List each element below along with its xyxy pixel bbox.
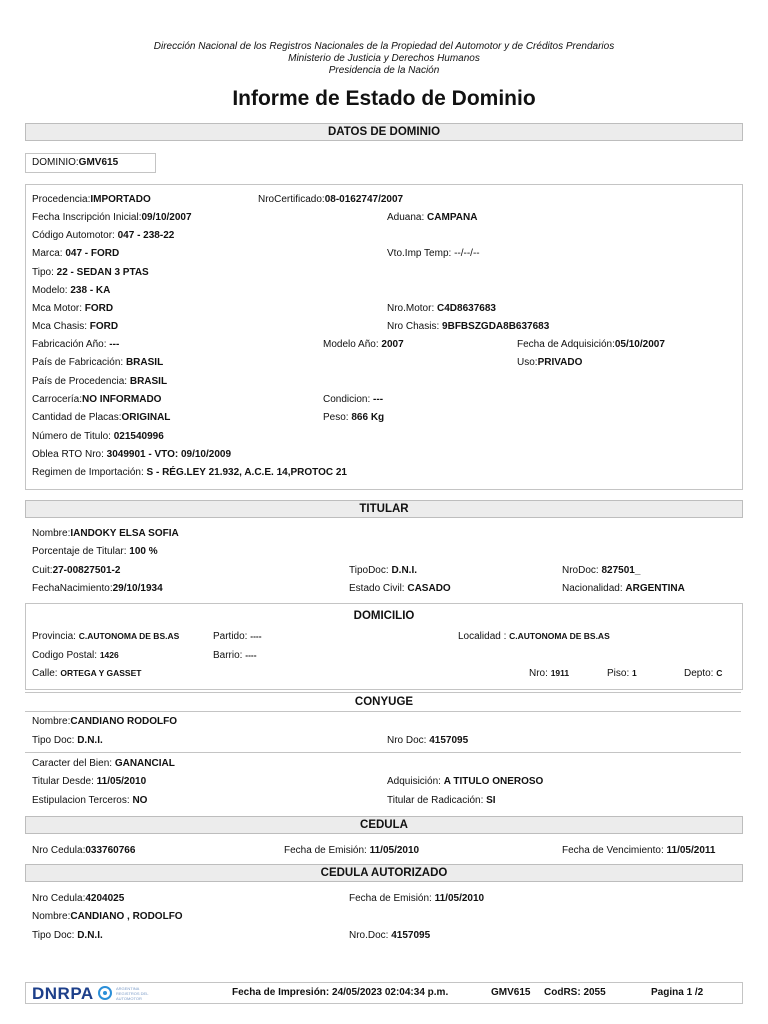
domicilio-partido-field: Partido: ----: [213, 631, 262, 642]
domicilio-localidad-field: Localidad : C.AUTONOMA DE BS.AS: [458, 631, 610, 642]
condicion-field: Condicion: ---: [323, 394, 384, 405]
header-line-1: Dirección Nacional de los Registros Nacionales de la Propiedad del Automotor y de Créditos Prendarios: [153, 41, 615, 52]
header-line-2: Ministerio de Justicia y Derechos Humanos: [288, 53, 480, 64]
titular-tipodoc-field: TipoDoc: D.N.I.: [349, 565, 417, 576]
vto-imp-field: Vto.Imp Temp: --/--/--: [387, 248, 480, 259]
nro-chasis-field: Nro Chasis: 9BFBSZGDA8B637683: [387, 321, 550, 332]
footer-dominio: GMV615: [491, 987, 531, 998]
tipo-field: Tipo: 22 - SEDAN 3 PTAS: [32, 267, 149, 278]
page-number: Pagina 1 /2: [651, 987, 704, 998]
cedula-emision-field: Fecha de Emisión: 11/05/2010: [284, 845, 420, 856]
footer-codrs: CodRS: 2055: [544, 987, 606, 998]
section-titular: TITULAR: [25, 500, 743, 518]
conyuge-divider-bottom: [25, 711, 741, 712]
estipulacion-field: Estipulacion Terceros: NO: [32, 795, 148, 806]
section-conyuge: CONYUGE: [354, 696, 414, 708]
fecha-impresion: Fecha de Impresión: 24/05/2023 02:04:34 p.m.: [232, 987, 449, 998]
fecha-inscripcion-field: Fecha Inscripción Inicial:09/10/2007: [32, 212, 192, 223]
conyuge-divider: [25, 692, 741, 693]
mca-chasis-field: Mca Chasis: FORD: [32, 321, 119, 332]
cedula-aut-nro-doc-field: Nro.Doc: 4157095: [349, 930, 431, 941]
section-cedula-autorizado: CEDULA AUTORIZADO: [25, 864, 743, 882]
uso-field: Uso:PRIVADO: [517, 357, 583, 368]
dominio-field: DOMINIO:GMV615: [32, 157, 119, 168]
domicilio-piso-field: Piso: 1: [607, 668, 637, 679]
domicilio-provincia-field: Provincia: C.AUTONOMA DE BS.AS: [32, 631, 180, 642]
pais-fabricacion-field: País de Fabricación: BRASIL: [32, 357, 164, 368]
dnrpa-logo: DNRPA: [32, 984, 94, 1003]
section-datos-dominio: DATOS DE DOMINIO: [25, 123, 743, 141]
peso-field: Peso: 866 Kg: [323, 412, 385, 423]
modelo-field: Modelo: 238 - KA: [32, 285, 111, 296]
pais-procedencia-field: País de Procedencia: BRASIL: [32, 376, 168, 387]
header-line-3: Presidencia de la Nación: [328, 65, 440, 76]
footer-bar: [25, 982, 743, 1004]
titular-estado-civil-field: Estado Civil: CASADO: [349, 583, 451, 594]
oblea-field: Oblea RTO Nro: 3049901 - VTO: 09/10/2009: [32, 449, 232, 460]
section-cedula: CEDULA: [25, 816, 743, 834]
cedula-aut-tipo-doc-field: Tipo Doc: D.N.I.: [32, 930, 103, 941]
nro-titulo-field: Número de Titulo: 021540996: [32, 431, 164, 442]
regimen-field: Regimen de Importación: S - RÉG.LEY 21.932, A.C.E. 14,PROTOC 21: [32, 467, 347, 478]
cedula-aut-nombre-field: Nombre:CANDIANO , RODOLFO: [32, 911, 183, 922]
domicilio-cp-field: Codigo Postal: 1426: [32, 650, 119, 661]
mca-motor-field: Mca Motor: FORD: [32, 303, 114, 314]
titular-cuit-field: Cuit:27-00827501-2: [32, 565, 121, 576]
nro-certificado-field: NroCertificado:08-0162747/2007: [258, 194, 404, 205]
domicilio-calle-field: Calle: ORTEGA Y GASSET: [32, 668, 142, 679]
cedula-nro-field: Nro Cedula:033760766: [32, 845, 136, 856]
dnrpa-emblem-icon: [98, 986, 112, 1000]
cedula-vencimiento-field: Fecha de Vencimiento: 11/05/2011: [562, 845, 716, 856]
cedula-aut-emision-field: Fecha de Emisión: 11/05/2010: [349, 893, 485, 904]
nro-motor-field: Nro.Motor: C4D8637683: [387, 303, 496, 314]
placas-field: Cantidad de Placas:ORIGINAL: [32, 412, 171, 423]
domicilio-depto-field: Depto: C: [684, 668, 723, 679]
titular-nombre-field: Nombre:IANDOKY ELSA SOFIA: [32, 528, 179, 539]
marca-field: Marca: 047 - FORD: [32, 248, 120, 259]
adquisicion-field: Adquisición: A TITULO ONEROSO: [387, 776, 544, 787]
fabricacion-anio-field: Fabricación Año: ---: [32, 339, 120, 350]
bien-divider: [25, 752, 741, 753]
titular-porcentaje-field: Porcentaje de Titular: 100 %: [32, 546, 158, 557]
domicilio-barrio-field: Barrio: ----: [213, 650, 257, 661]
cedula-aut-nro-field: Nro Cedula:4204025: [32, 893, 125, 904]
titular-fecha-nac-field: FechaNacimiento:29/10/1934: [32, 583, 163, 594]
carroceria-field: Carrocería:NO INFORMADO: [32, 394, 162, 405]
titular-nacionalidad-field: Nacionalidad: ARGENTINA: [562, 583, 685, 594]
domicilio-nro-field: Nro: 1911: [529, 668, 570, 679]
codigo-automotor-field: Código Automotor: 047 - 238-22: [32, 230, 175, 241]
dnrpa-logo-subtitle: ARGENTINA REGISTROS DEL AUTOMOTOR: [116, 986, 149, 1001]
conyuge-nombre-field: Nombre:CANDIANO RODOLFO: [32, 716, 178, 727]
procedencia-field: Procedencia:IMPORTADO: [32, 194, 151, 205]
radicacion-field: Titular de Radicación: SI: [387, 795, 496, 806]
modelo-anio-field: Modelo Año: 2007: [323, 339, 404, 350]
fecha-adquisicion-field: Fecha de Adquisición:05/10/2007: [517, 339, 665, 350]
section-domicilio: DOMICILIO: [353, 610, 415, 622]
aduana-field: Aduana: CAMPANA: [387, 212, 478, 223]
conyuge-tipo-doc-field: Tipo Doc: D.N.I.: [32, 735, 103, 746]
titular-desde-field: Titular Desde: 11/05/2010: [32, 776, 147, 787]
conyuge-nro-doc-field: Nro Doc: 4157095: [387, 735, 469, 746]
caracter-bien-field: Caracter del Bien: GANANCIAL: [32, 758, 175, 769]
page-title: Informe de Estado de Dominio: [232, 87, 536, 110]
titular-nrodoc-field: NroDoc: 827501_: [562, 565, 641, 576]
